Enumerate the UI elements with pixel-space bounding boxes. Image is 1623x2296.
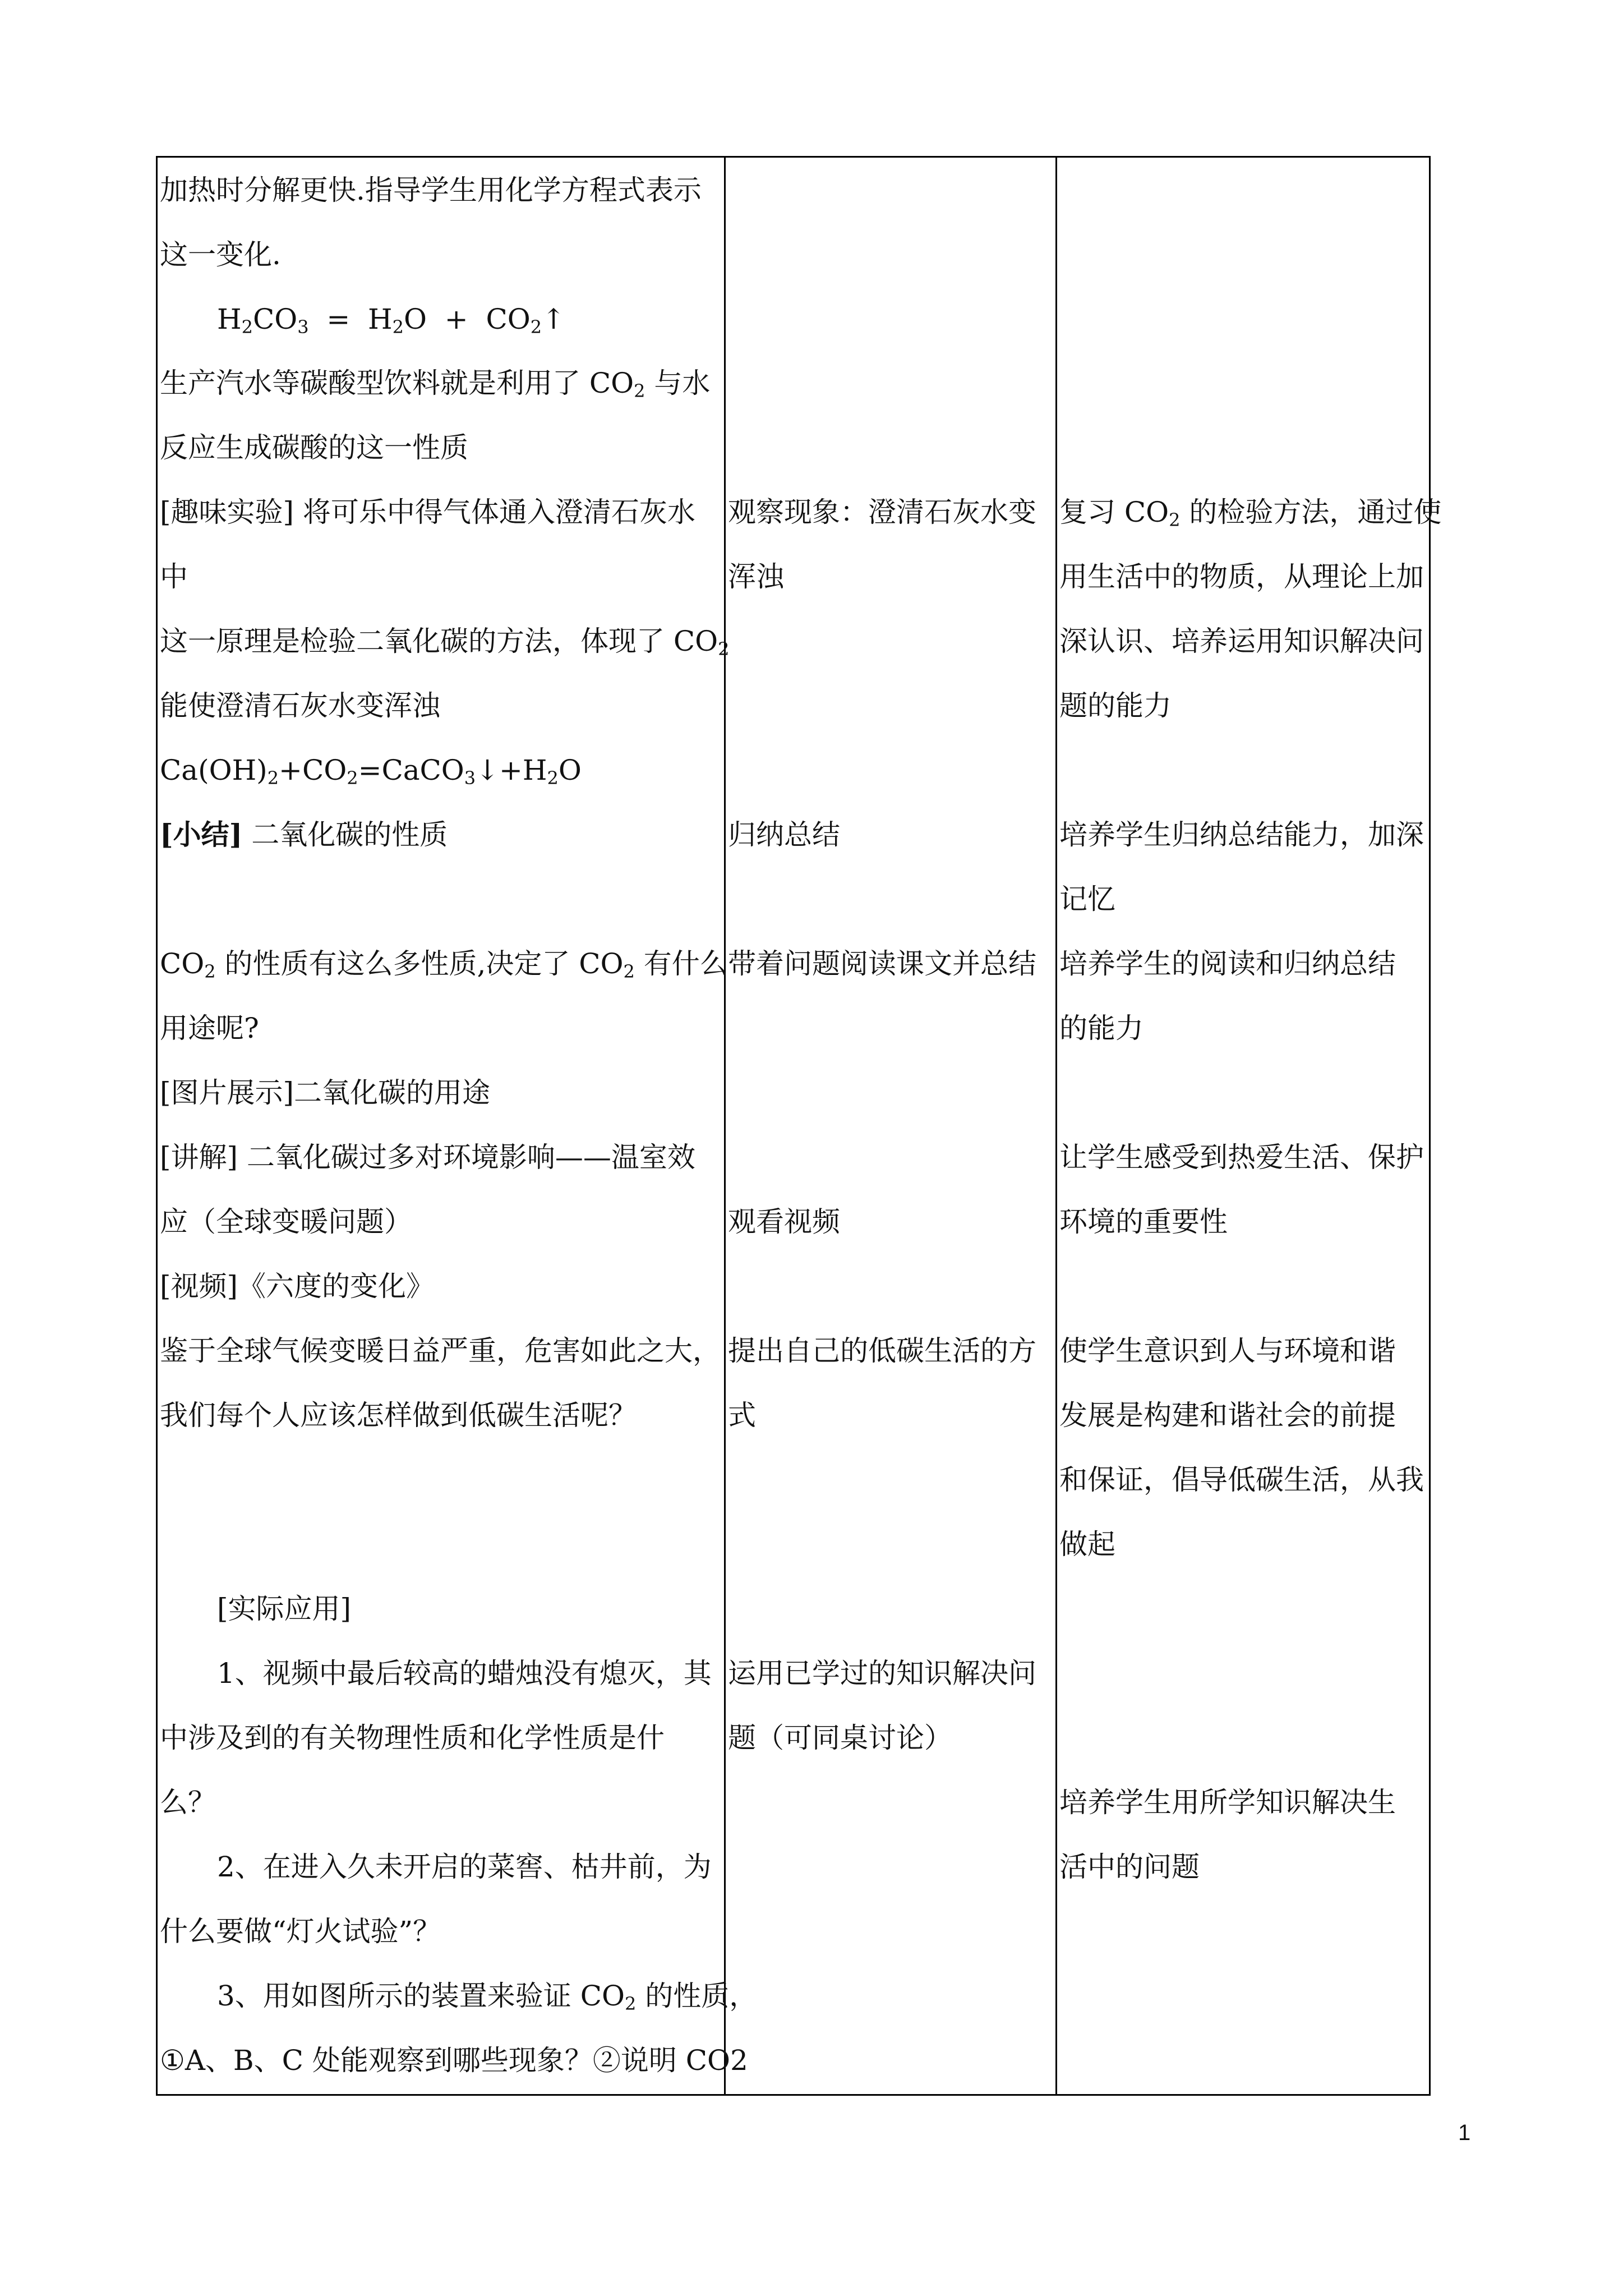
text-line: 应（全球变暖问题）	[160, 1205, 412, 1238]
text-line: 鉴于全球气候变暖日益严重，危害如此之大，	[160, 1335, 721, 1367]
text-line: 2、在进入久未开启的菜窖、枯井前，为	[217, 1851, 712, 1883]
text-line: 提出自己的低碳生活的方	[728, 1335, 1036, 1367]
text-line: 加热时分解更快.指导学生用化学方程式表示	[160, 174, 702, 206]
text-line: 式	[728, 1399, 756, 1432]
text-line: [讲解] 二氧化碳过多对环境影响——温室效	[160, 1141, 695, 1174]
text-line: 培养学生归纳总结能力，加深	[1059, 818, 1424, 851]
text-line: 的能力	[1059, 1012, 1144, 1045]
text-line: ①A、B、C 处能观察到哪些现象？②说明 CO2	[160, 2044, 748, 2077]
text-line: 环境的重要性	[1059, 1205, 1228, 1238]
text-line: 浑浊	[728, 560, 784, 593]
text-line: 观看视频	[728, 1205, 840, 1238]
text-line: 中涉及到的有关物理性质和化学性质是什	[160, 1722, 665, 1754]
text-line: 这一变化.	[160, 238, 281, 271]
text-line: 活中的问题	[1059, 1851, 1200, 1883]
equation-carbonic-acid: $H_2CO_3 = H_2O$ + $CO_2↑$	[217, 303, 565, 338]
lesson-table	[156, 156, 1442, 2096]
text-line: 让学生感受到热爱生活、保护	[1059, 1141, 1424, 1174]
text-line: 深认识、培养运用知识解决问	[1059, 625, 1424, 657]
text-line: 我们每个人应该怎样做到低碳生活呢？	[160, 1399, 637, 1432]
text-line: $CO_2$ 的性质有这么多性质,决定了 $CO_2$ 有什么	[160, 947, 728, 982]
equation-limewater: $Ca(OH)_2+CO_2=CaCO_3↓+H_2O$	[160, 754, 582, 789]
text-line: 培养学生用所学知识解决生	[1059, 1786, 1396, 1819]
text-line: [视频]《六度的变化》	[160, 1270, 435, 1303]
text-line: 复习 $CO_2$ 的检验方法，通过使	[1059, 496, 1442, 531]
text-line: 发展是构建和谐社会的前提	[1059, 1399, 1396, 1432]
student-activity-column	[726, 158, 1055, 2094]
text-line: 带着问题阅读课文并总结	[728, 947, 1036, 980]
text-line: 能使澄清石灰水变浑浊	[160, 689, 440, 722]
text-line: 和保证，倡导低碳生活，从我	[1059, 1464, 1424, 1496]
text-line: 做起	[1059, 1528, 1115, 1561]
teacher-activity-column	[158, 158, 758, 2094]
text-line: 这一原理是检验二氧化碳的方法，体现了 $CO_2$	[160, 625, 730, 660]
text-line: 反应生成碳酸的这一性质	[160, 431, 468, 464]
text-line: 3、用如图所示的装置来验证 $CO_2$ 的性质，	[217, 1980, 758, 2014]
text-line: 题的能力	[1059, 689, 1172, 722]
text-line: 培养学生的阅读和归纳总结	[1059, 947, 1396, 980]
text-line: 使学生意识到人与环境和谐	[1059, 1335, 1396, 1367]
text-line: [趣味实验] 将可乐中得气体通入澄清石灰水	[160, 496, 695, 528]
text-line: [实际应用]	[217, 1593, 352, 1625]
text-line: 么？	[160, 1786, 216, 1819]
text-line: 中	[160, 560, 188, 593]
text-line: 归纳总结	[728, 818, 840, 851]
text-line: 观察现象：澄清石灰水变	[728, 496, 1036, 528]
text-line: 1、视频中最后较高的蜡烛没有熄灭，其	[217, 1657, 712, 1690]
page-number: 1	[1458, 2120, 1471, 2145]
text-line: 用生活中的物质，从理论上加	[1059, 560, 1424, 593]
text-line: 运用已学过的知识解决问	[728, 1657, 1036, 1690]
text-line: [小结] 二氧化碳的性质	[160, 818, 448, 851]
text-line: [图片展示]二氧化碳的用途	[160, 1076, 491, 1109]
text-line: 用途呢?	[160, 1012, 259, 1045]
text-line: 题（可同桌讨论）	[728, 1722, 952, 1754]
design-intent-column	[1057, 158, 1442, 2094]
text-line: 记忆	[1059, 883, 1115, 915]
text-line: 生产汽水等碳酸型饮料就是利用了 $CO_2$ 与水	[160, 367, 711, 402]
text-line: 什么要做“灯火试验”？	[160, 1915, 441, 1948]
